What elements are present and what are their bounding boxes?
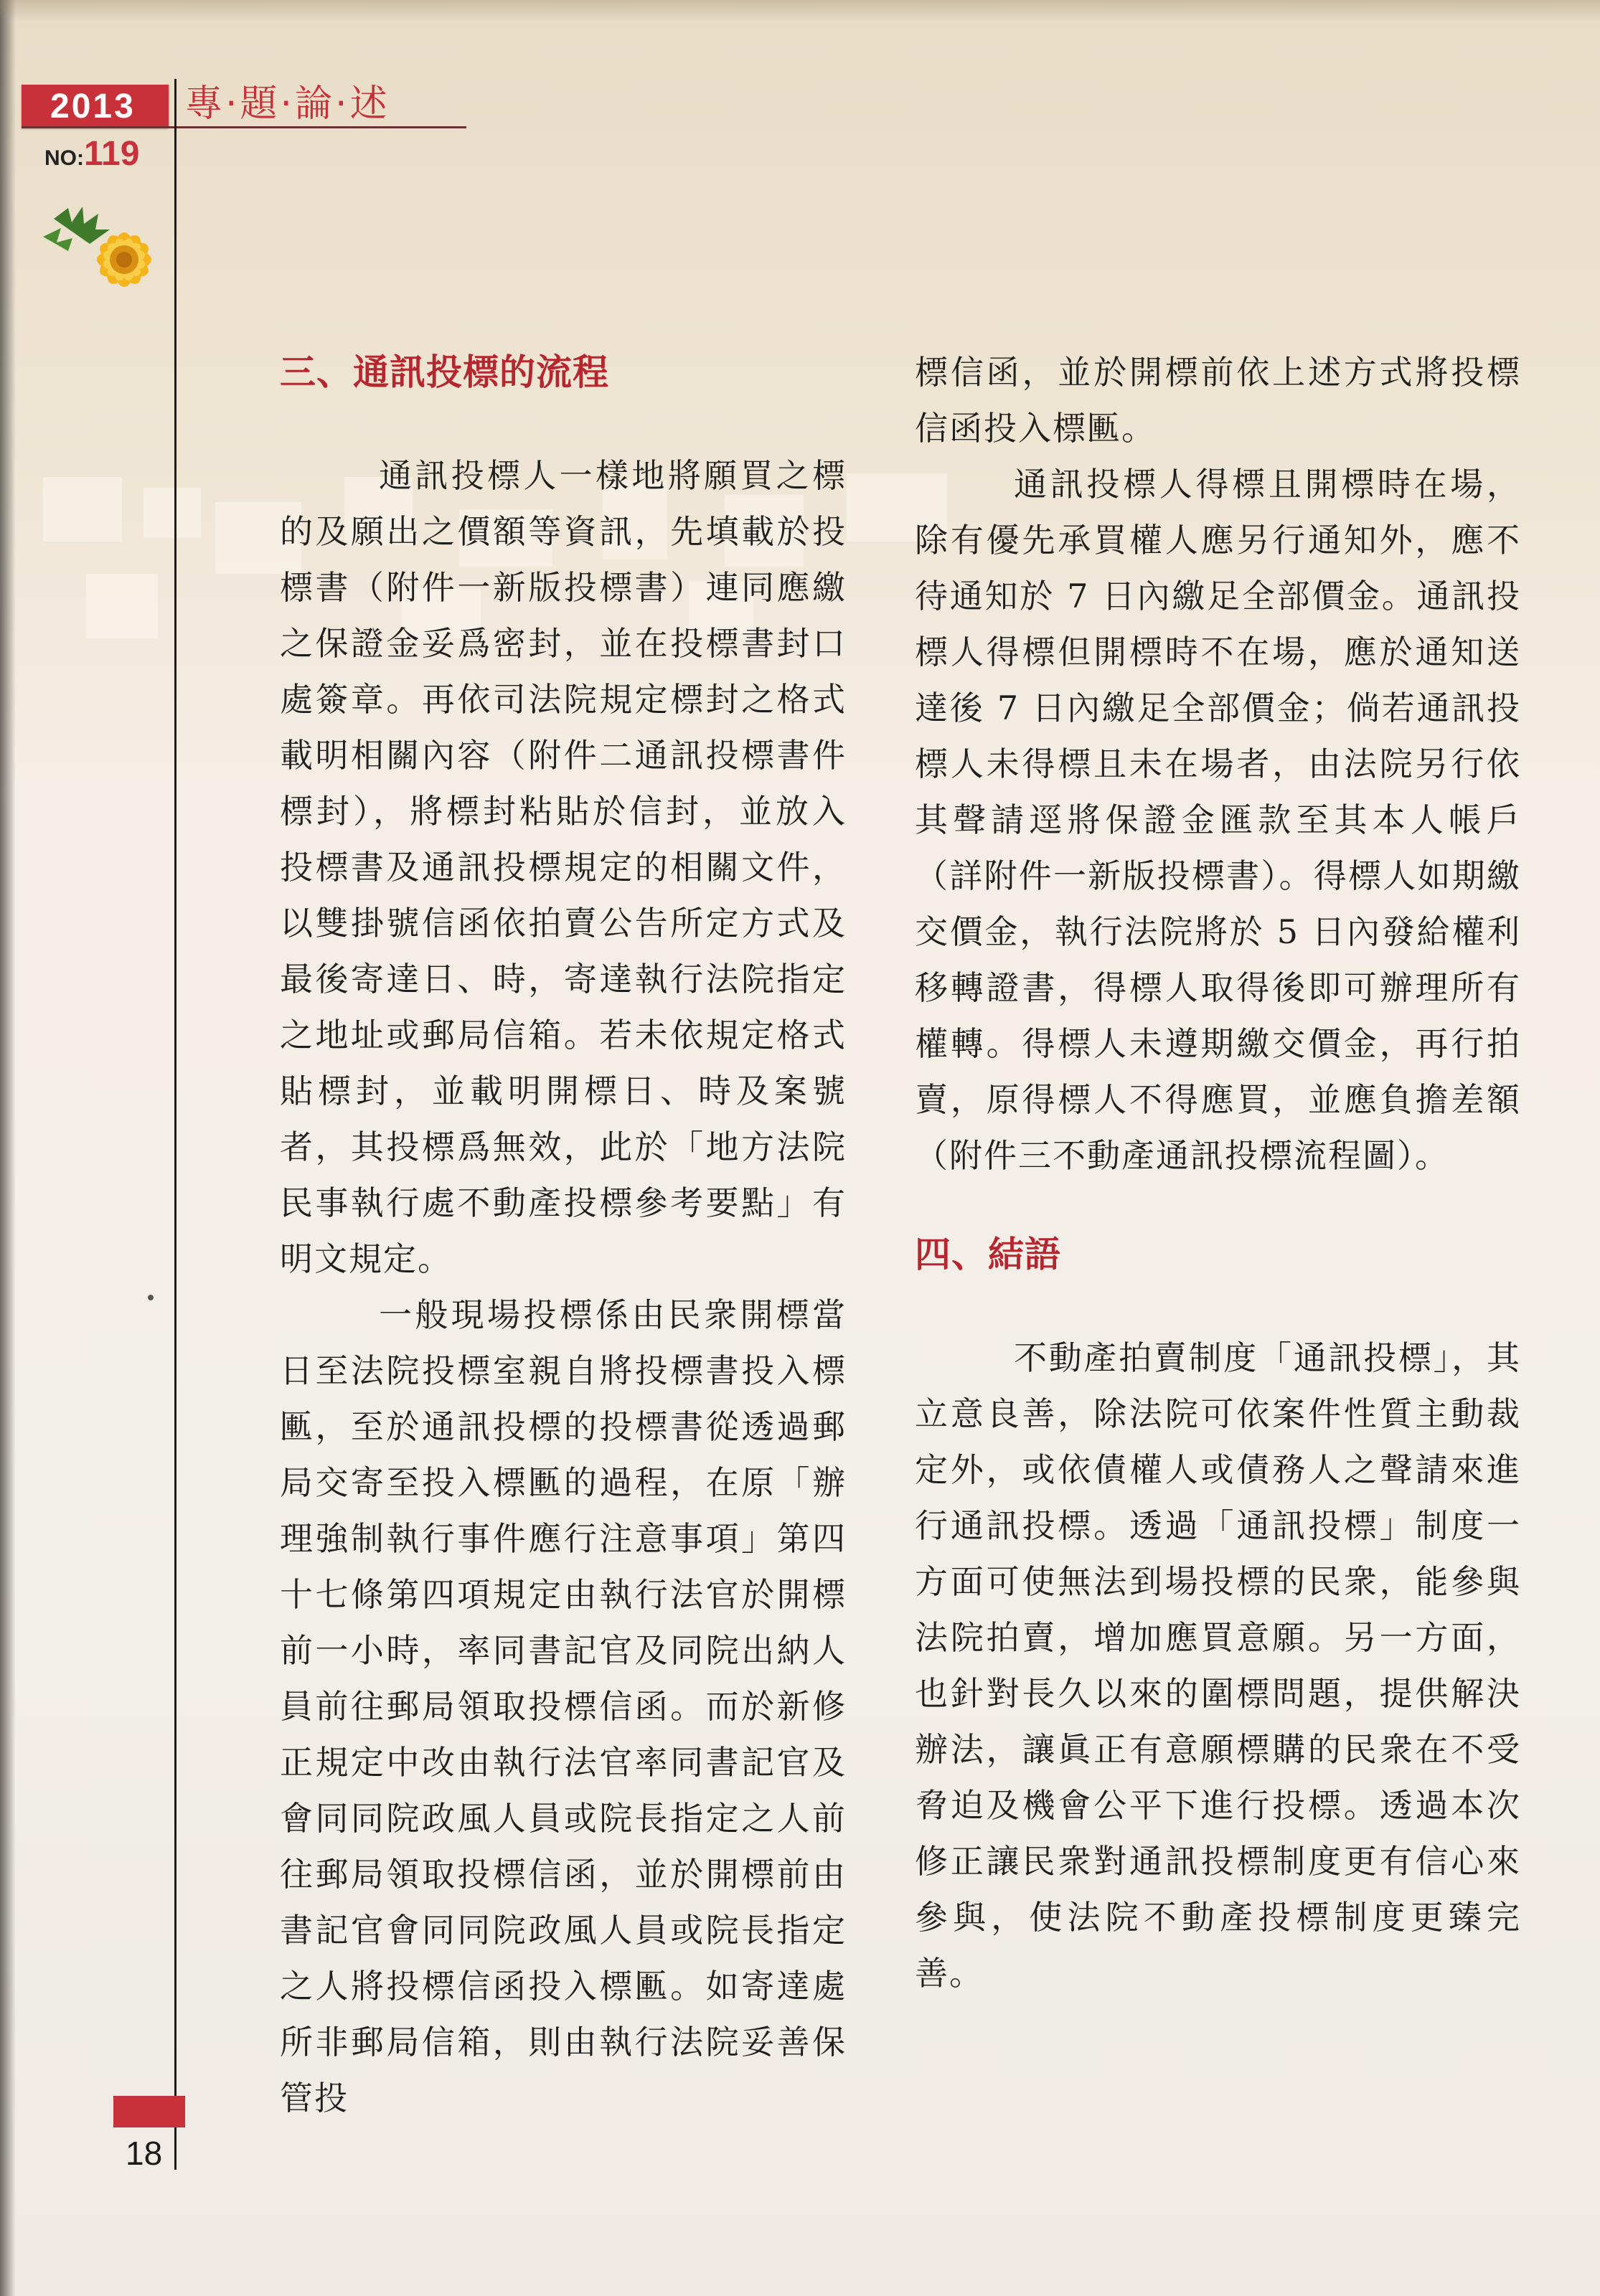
paragraph-continued: 標信函，並於開標前依上述方式將投標信函投入標匭。	[915, 353, 1521, 448]
spacer	[915, 1282, 1521, 1330]
left-column	[280, 344, 847, 2126]
issue-value: 119	[84, 135, 140, 173]
spacer	[915, 1184, 1521, 1227]
mosaic-band-decoration	[86, 574, 158, 638]
header-rule	[22, 126, 466, 128]
ink-dot	[148, 1295, 154, 1300]
issue-number	[44, 132, 139, 184]
right-column	[915, 344, 1521, 2001]
year-label: 2013	[50, 88, 136, 126]
issue-label: NO:	[44, 146, 84, 170]
section-title: 專·題·論·述	[185, 82, 390, 126]
paragraph: 不動產拍賣制度「通訊投標」，其立意良善，除法院可依案件性質主動裁定外，或依債權人或債務人之聲請來進行通訊投標。透過「通訊投標」制度一方面可使無法到場投標的民衆，能參與法院拍賣，增加應買意願。另一方面，也針對長久以來的圍標問題，提供解決辦法，讓眞正有意願標購的民衆在不受脅迫及機會公平下進行投標。透過本次修正讓民衆對通訊投標制度更有信心來參與，使法院不動產投標制度更臻完善。	[915, 1338, 1521, 1993]
paragraph: 通訊投標人得標且開標時在場，除有優先承買權人應另行通知外，應不待通知於 7 日內繳足全部價金。通訊投標人得標但開標時不在場，應於通知送達後 7 日內繳足全部價金；倘若通訊投標人未得標且未在場者，由法院另行依其聲請逕將保證金匯款至其本人帳戶（詳附件一新版投標書）。得標人如期繳交價金，執行法院將於 5 日內發給權利移轉證書，得標人取得後即可辦理所有權轉。得標人未遵期繳交價金，再行拍賣，原得標人不得應買，並應負擔差額（附件三不動產通訊投標流程圖）。	[915, 465, 1521, 1175]
heading-conclusion: 四、結語	[915, 1234, 1061, 1275]
binding-shadow	[0, 0, 16, 2296]
spacer	[280, 400, 847, 448]
top-shadow	[0, 0, 1600, 22]
paragraph: 一般現場投標係由民衆開標當日至法院投標室親自將投標書投入標匭，至於通訊投標的投標書從透過郵局交寄至投入標匭的過程，在原「辦理強制執行事件應行注意事項」第四十七條第四項規定由執行法官於開標前一小時，率同書記官及同院出納人員前往郵局領取投標信函。而於新修正規定中改由執行法官率同書記官及會同同院政風人員或院長指定之人前往郵局領取投標信函，並於開標前由書記官會同同院政風人員或院長指定之人將投標信函投入標匭。如寄達處所非郵局信箱，則由執行法院妥善保管投	[280, 1295, 847, 2117]
paragraph: 通訊投標人一樣地將願買之標的及願出之價額等資訊，先填載於投標書（附件一新版投標書）連同應繳之保證金妥爲密封，並在投標書封口處簽章。再依司法院規定標封之格式載明相關內容（附件二通訊投標書件標封），將標封粘貼於信封，並放入投標書及通訊投標規定的相關文件，以雙掛號信函依拍賣公告所定方式及最後寄達日、時，寄達執行法院指定之地址或郵局信箱。若未依規定格式貼標封，並載明開標日、時及案號者，其投標爲無效，此於「地方法院民事執行處不動產投標參考要點」有明文規定。	[280, 456, 847, 1278]
footer-tab	[113, 2096, 185, 2127]
sunflower-icon	[39, 179, 183, 323]
heading-procedure: 三、通訊投標的流程	[280, 351, 609, 393]
margin-rule	[174, 79, 177, 2170]
mosaic-band-decoration	[43, 477, 122, 542]
mosaic-band-decoration	[143, 488, 201, 538]
page-number: 18	[126, 2135, 163, 2172]
